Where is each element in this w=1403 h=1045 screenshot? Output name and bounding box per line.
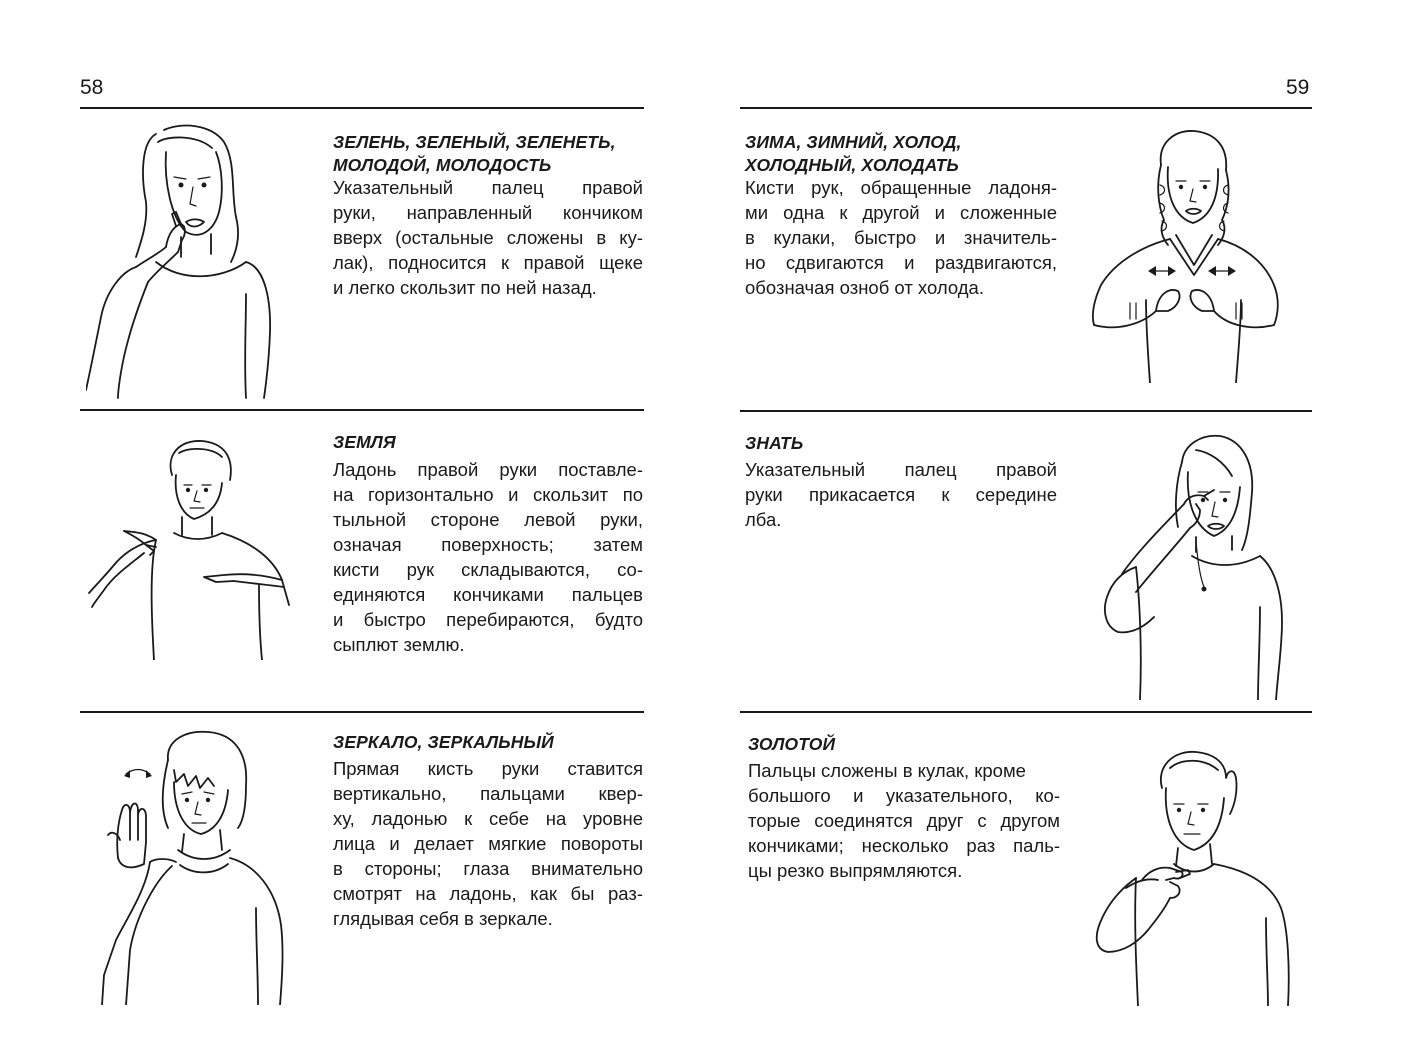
figure-zima-illustration xyxy=(1086,125,1281,383)
figure-zemlya-illustration xyxy=(84,435,294,660)
entry-description-zerkalo xyxy=(333,756,643,931)
entry-desc-line: торые соединятся друг с другом xyxy=(748,810,1060,831)
entry-desc-line: но сдвигаются и раздвигаются, xyxy=(745,252,1057,273)
entry-desc-line: тыльной стороне левой руки, xyxy=(333,509,643,530)
entry-desc-line: кисти рук складываются, со- xyxy=(333,559,643,580)
divider-right-middle xyxy=(740,410,1312,412)
entry-desc-line: глядывая себя в зеркале. xyxy=(333,908,553,929)
entry-desc-line: на горизонтально и скользит по xyxy=(333,484,643,505)
entry-desc-line: Ладонь правой руки поставле- xyxy=(333,459,643,480)
figure-znat-illustration xyxy=(1092,432,1284,700)
divider-left-middle xyxy=(80,409,644,411)
page-number-left: 58 xyxy=(80,76,104,99)
entry-desc-line: сыплют землю. xyxy=(333,634,465,655)
entry-desc-line: в стороны; глаза внимательно xyxy=(333,858,643,879)
entry-desc-line: кончиками; несколько раз паль- xyxy=(748,835,1060,856)
divider-left-bottom xyxy=(80,711,644,713)
entry-desc-line: в кулаки, быстро и значитель- xyxy=(745,227,1057,248)
entry-title-znat xyxy=(745,432,803,455)
entry-description-zima xyxy=(745,175,1057,300)
entry-title-line: ЗОЛОТОЙ xyxy=(748,734,836,754)
entry-desc-line: и легко скользит по ней назад. xyxy=(333,277,597,298)
entry-title-zima xyxy=(745,131,961,177)
entry-desc-line: большого и указательного, ко- xyxy=(748,785,1060,806)
entry-title-line: МОЛОДОЙ, МОЛОДОСТЬ xyxy=(333,155,552,175)
entry-desc-line: обозначая озноб от холода. xyxy=(745,277,984,298)
entry-title-line: ЗНАТЬ xyxy=(745,433,804,453)
entry-title-line: ЗЕЛЕНЬ, ЗЕЛЕНЫЙ, ЗЕЛЕНЕТЬ, xyxy=(333,132,616,152)
entry-title-zerkalo xyxy=(333,731,554,754)
entry-desc-line: вверх (остальные сложены в ку- xyxy=(333,227,643,248)
entry-title-zelen xyxy=(333,131,616,177)
entry-desc-line: Пальцы сложены в кулак, кроме xyxy=(748,760,1026,781)
entry-title-line: ЗЕРКАЛО, ЗЕРКАЛЬНЫЙ xyxy=(333,732,554,752)
entry-desc-line: цы резко выпрямляются. xyxy=(748,860,963,881)
entry-desc-line: лица и делает мягкие повороты xyxy=(333,833,643,854)
figure-zelen-illustration xyxy=(86,122,292,400)
page-number-right: 59 xyxy=(1286,76,1310,99)
entry-title-line: ХОЛОДНЫЙ, ХОЛОДАТЬ xyxy=(745,155,959,175)
entry-desc-line: Указательный палец правой xyxy=(745,459,1057,480)
entry-title-line: ЗЕМЛЯ xyxy=(333,432,396,452)
entry-title-line: ЗИМА, ЗИМНИЙ, ХОЛОД, xyxy=(745,132,962,152)
entry-description-zelen xyxy=(333,175,643,300)
entry-desc-line: единяются кончиками пальцев xyxy=(333,584,643,605)
divider-left-top xyxy=(80,107,644,109)
entry-title-zolotoy xyxy=(748,733,835,756)
figure-zolotoy-illustration xyxy=(1086,748,1298,1006)
entry-desc-line: Указательный палец правой xyxy=(333,177,643,198)
figure-zerkalo-illustration xyxy=(96,730,296,1005)
entry-desc-line: означая поверхность; затем xyxy=(333,534,643,555)
entry-desc-line: вертикально, пальцами квер- xyxy=(333,783,643,804)
entry-description-znat xyxy=(745,457,1057,532)
entry-desc-line: лба. xyxy=(745,509,782,530)
divider-right-top xyxy=(740,107,1312,109)
entry-description-zemlya xyxy=(333,457,643,657)
entry-description-zolotoy xyxy=(748,758,1060,883)
entry-desc-line: руки, направленный кончиком xyxy=(333,202,643,223)
entry-title-zemlya xyxy=(333,431,396,454)
entry-desc-line: лак), подносится к правой щеке xyxy=(333,252,643,273)
entry-desc-line: ху, ладонью к себе на уровне xyxy=(333,808,643,829)
entry-desc-line: Кисти рук, обращенные ладоня- xyxy=(745,177,1057,198)
entry-desc-line: Прямая кисть руки ставится xyxy=(333,758,643,779)
entry-desc-line: ми одна к другой и сложенные xyxy=(745,202,1057,223)
entry-desc-line: руки прикасается к середине xyxy=(745,484,1057,505)
divider-right-bottom xyxy=(740,711,1312,713)
entry-desc-line: смотрят на ладонь, как бы раз- xyxy=(333,883,643,904)
entry-desc-line: и быстро перебираются, будто xyxy=(333,609,643,630)
